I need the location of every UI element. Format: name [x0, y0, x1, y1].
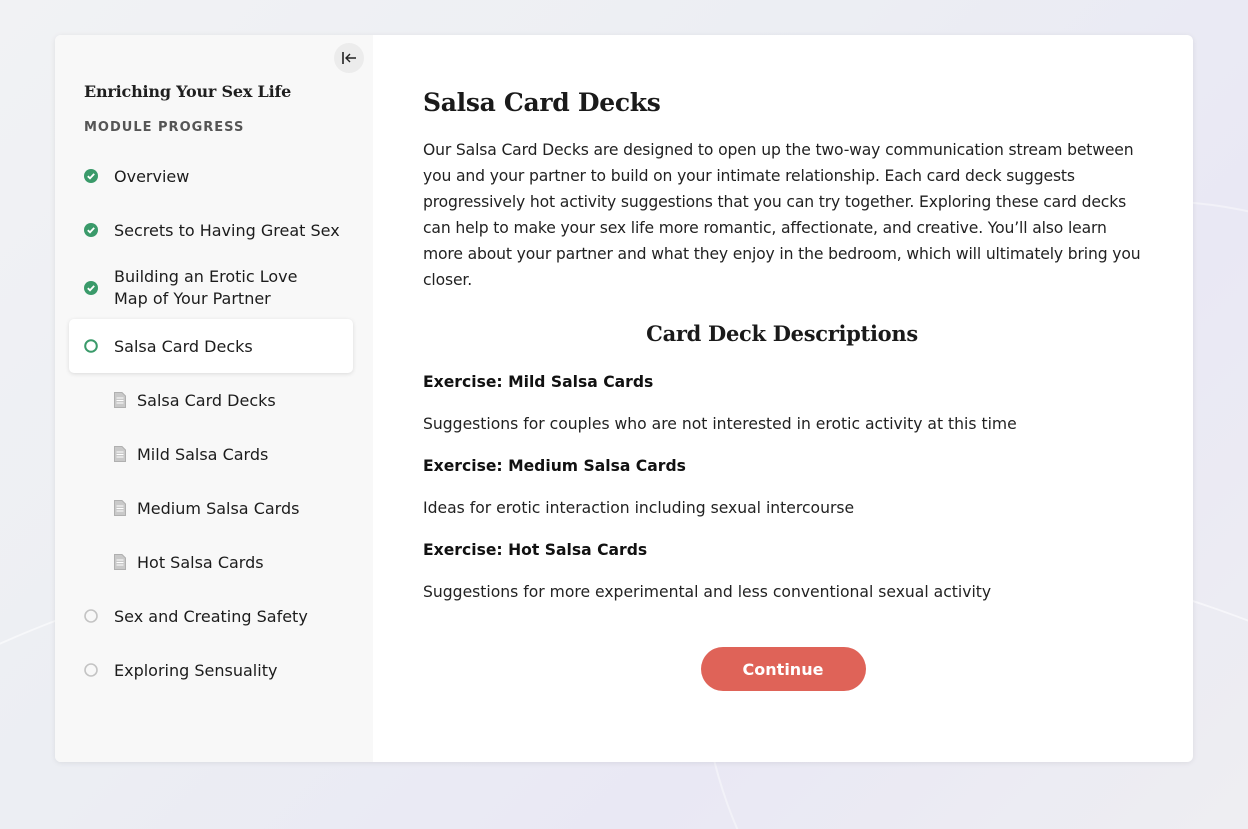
check-circle-icon [84, 223, 98, 237]
nav-item-label: Secrets to Having Great Sex [114, 220, 340, 240]
exercise-description: Suggestions for more experimental and less conventional sexual activity [423, 583, 992, 601]
nav-item-label: Exploring Sensuality [114, 660, 278, 680]
nav-subitem-hot-salsa-cards[interactable] [69, 535, 353, 589]
module-progress-label: MODULE PROGRESS [84, 120, 245, 135]
course-title: Enriching Your Sex Life [84, 82, 292, 101]
empty-circle-icon [84, 609, 98, 623]
nav-item-overview[interactable] [69, 149, 353, 203]
intro-paragraph: Our Salsa Card Decks are designed to open up the two-way communication stream between you and your partner to build on your intimate relationship. Each card deck suggests progressively hot activity suggestions that you can try together. Exploring these card decks can help to make your sex life more romantic, affectionate, and creative. You’ll also learn more about your partner and what they enjoy in the bedroom, which will ultimately bring you closer. [423, 141, 1141, 289]
section-title: Card Deck Descriptions [646, 321, 918, 346]
nav-subitem-label: Medium Salsa Cards [137, 498, 300, 518]
check-circle-icon [84, 281, 98, 295]
module-card [55, 35, 1193, 762]
nav-item-exploring-sensuality[interactable] [69, 643, 353, 697]
nav-subitem-salsa-card-decks[interactable] [69, 373, 353, 427]
nav-subitem-medium-salsa-cards[interactable] [69, 481, 353, 535]
collapse-sidebar-button[interactable] [334, 43, 364, 73]
check-circle-icon [84, 169, 98, 183]
empty-circle-icon [84, 663, 98, 677]
continue-button[interactable]: Continue [701, 647, 866, 691]
page-title: Salsa Card Decks [423, 88, 661, 117]
exercise-medium-link[interactable]: Exercise: Medium Salsa Cards [423, 457, 686, 475]
document-icon [114, 555, 126, 569]
nav-item-label: Salsa Card Decks [114, 336, 253, 356]
nav-item-label: Sex and Creating Safety [114, 606, 308, 626]
nav-subitem-label: Hot Salsa Cards [137, 552, 264, 572]
nav-item-secrets[interactable] [69, 203, 353, 257]
nav-subitem-label: Salsa Card Decks [137, 390, 276, 410]
lesson-content [373, 35, 1193, 762]
nav-item-label: Overview [114, 166, 190, 186]
document-icon [114, 447, 126, 461]
module-sidebar [55, 35, 373, 762]
nav-item-love-map[interactable] [69, 257, 353, 319]
exercise-description: Suggestions for couples who are not interested in erotic activity at this time [423, 415, 1017, 433]
module-nav [55, 149, 373, 697]
collapse-left-icon [341, 51, 357, 65]
nav-subitem-mild-salsa-cards[interactable] [69, 427, 353, 481]
document-icon [114, 393, 126, 407]
nav-item-creating-safety[interactable] [69, 589, 353, 643]
document-icon [114, 501, 126, 515]
current-circle-icon [84, 339, 98, 353]
nav-item-salsa-card-decks[interactable] [69, 319, 353, 373]
continue-container [373, 647, 1193, 691]
nav-subitem-label: Mild Salsa Cards [137, 444, 269, 464]
exercise-description: Ideas for erotic interaction including sexual intercourse [423, 499, 855, 517]
exercise-hot-link[interactable]: Exercise: Hot Salsa Cards [423, 541, 648, 559]
exercise-mild-link[interactable]: Exercise: Mild Salsa Cards [423, 373, 654, 391]
nav-item-label: Building an Erotic Love Map of Your Partner [114, 267, 298, 308]
